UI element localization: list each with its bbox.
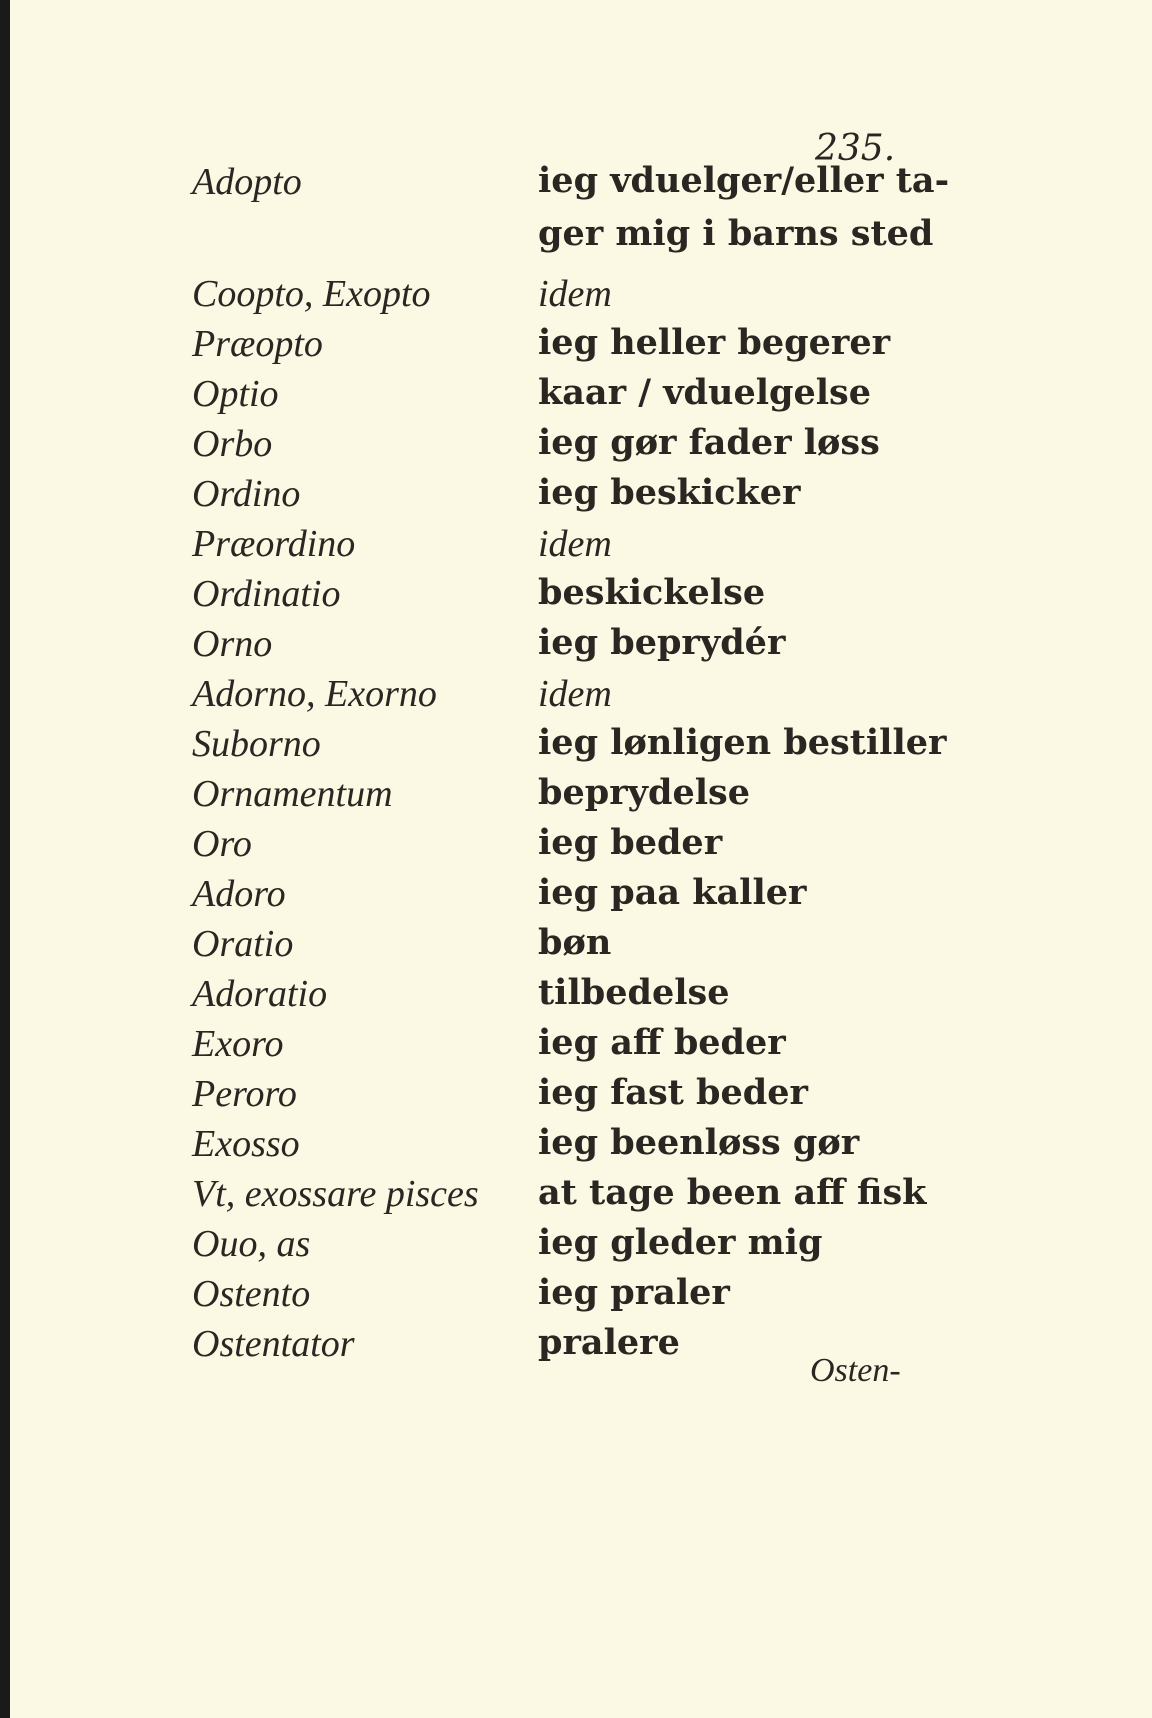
latin-term: Suborno — [192, 723, 321, 765]
danish-gloss: ieg praler — [538, 1272, 730, 1313]
latin-term: Vt, exossare pisces — [192, 1173, 479, 1215]
danish-gloss: at tage been aff fisk — [538, 1172, 927, 1213]
danish-gloss: ieg beprydér — [538, 622, 786, 663]
latin-term: Optio — [192, 373, 279, 415]
latin-term: Oratio — [192, 923, 294, 965]
entry-row — [10, 672, 1152, 722]
entry-row — [10, 922, 1152, 972]
danish-gloss: ieg vduelger/eller ta- — [538, 160, 950, 201]
entry-row — [10, 572, 1152, 622]
entry-row — [10, 1272, 1152, 1322]
danish-gloss: ieg heller begerer — [538, 322, 891, 363]
danish-gloss: ieg lønligen bestiller — [538, 722, 947, 763]
danish-gloss: bøn — [538, 922, 612, 963]
entry-row — [10, 822, 1152, 872]
danish-gloss: kaar / vduelgelse — [538, 372, 872, 413]
entry-row — [10, 522, 1152, 572]
entry-row-continuation — [10, 213, 1152, 263]
entry-row — [10, 872, 1152, 922]
entry-row — [10, 1122, 1152, 1172]
latin-term: Præopto — [192, 323, 323, 365]
latin-term: Ostentator — [192, 1323, 355, 1365]
danish-gloss: idem — [538, 523, 612, 565]
entry-row — [10, 772, 1152, 822]
danish-gloss: tilbedelse — [538, 972, 730, 1013]
entry-row — [10, 472, 1152, 522]
latin-term: Peroro — [192, 1073, 297, 1115]
book-page — [10, 0, 1152, 1718]
page-number: 235. — [815, 128, 896, 169]
entry-row — [10, 1222, 1152, 1272]
scan-edge — [0, 0, 10, 1718]
entry-row — [10, 160, 1152, 210]
latin-term: Orno — [192, 623, 273, 665]
latin-term: Oro — [192, 823, 252, 865]
danish-gloss: ieg gør fader løss — [538, 422, 880, 463]
danish-gloss: ieg paa kaller — [538, 872, 807, 913]
danish-gloss: ger mig i barns sted — [538, 213, 934, 254]
danish-gloss: ieg gleder mig — [538, 1222, 823, 1263]
danish-gloss: pralere — [538, 1322, 680, 1363]
latin-term: Exoro — [192, 1023, 284, 1065]
latin-term: Præordino — [192, 523, 356, 565]
entry-row — [10, 372, 1152, 422]
latin-term: Adopto — [192, 161, 302, 203]
entry-row — [10, 322, 1152, 372]
latin-term: Adoratio — [192, 973, 328, 1015]
latin-term: Coopto, Exopto — [192, 273, 431, 315]
latin-term: Adoro — [192, 873, 286, 915]
entry-row — [10, 1322, 1152, 1372]
latin-term: Adorno, Exorno — [192, 673, 437, 715]
entry-row — [10, 422, 1152, 472]
danish-gloss: ieg beder — [538, 822, 723, 863]
danish-gloss: ieg aff beder — [538, 1022, 786, 1063]
danish-gloss: ieg beenløss gør — [538, 1122, 860, 1163]
danish-gloss: beprydelse — [538, 772, 750, 813]
latin-term: Ouo, as — [192, 1223, 311, 1265]
latin-term: Ostento — [192, 1273, 311, 1315]
entry-row — [10, 1072, 1152, 1122]
latin-term: Ordino — [192, 473, 301, 515]
entry-row — [10, 972, 1152, 1022]
danish-gloss: idem — [538, 273, 612, 315]
entry-row — [10, 622, 1152, 672]
danish-gloss: idem — [538, 673, 612, 715]
entry-row — [10, 1022, 1152, 1072]
latin-term: Exosso — [192, 1123, 300, 1165]
latin-term: Orbo — [192, 423, 273, 465]
danish-gloss: ieg beskicker — [538, 472, 801, 513]
entry-row — [10, 722, 1152, 772]
entry-row — [10, 1172, 1152, 1222]
latin-term: Ordinatio — [192, 573, 341, 615]
latin-term: Ornamentum — [192, 773, 393, 815]
catchword: Osten- — [810, 1352, 901, 1389]
danish-gloss: ieg fast beder — [538, 1072, 808, 1113]
entry-row — [10, 272, 1152, 322]
danish-gloss: beskickelse — [538, 572, 766, 613]
